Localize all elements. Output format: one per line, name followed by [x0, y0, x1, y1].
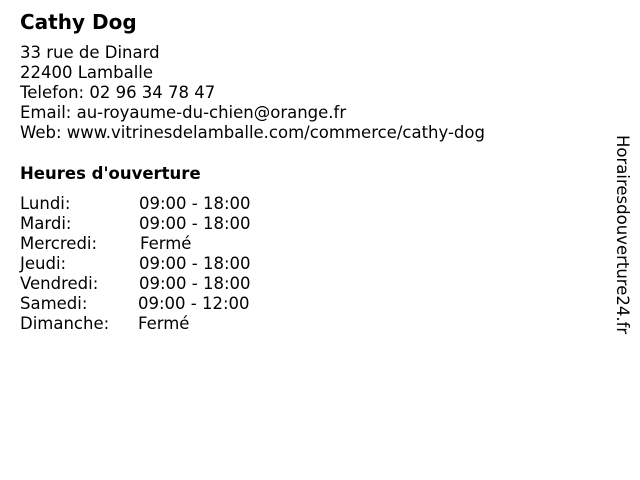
site-watermark: Horairesdouverture24.fr: [613, 135, 632, 335]
email-address[interactable]: Email: au-royaume-du-chien@orange.fr: [20, 103, 347, 122]
day-label: Mercredi:: [20, 234, 98, 253]
day-label: Jeudi:: [20, 254, 67, 273]
city-postcode: 22400 Lamballe: [20, 63, 154, 82]
opening-hours-heading: Heures d'ouverture: [20, 164, 201, 183]
day-label: Mardi:: [20, 214, 72, 233]
contact-block: [20, 43, 485, 143]
day-hours: 09:00 - 18:00: [139, 254, 251, 273]
day-hours: 09:00 - 12:00: [138, 294, 250, 313]
day-hours: 09:00 - 18:00: [139, 194, 251, 213]
website-link[interactable]: Web: www.vitrinesdelamballe.com/commerce/cathy-dog: [20, 123, 485, 142]
day-label: Dimanche:: [20, 314, 110, 333]
street-address: 33 rue de Dinard: [20, 43, 160, 62]
business-name: Cathy Dog: [20, 10, 137, 34]
day-hours: Fermé: [140, 234, 192, 253]
day-label: Samedi:: [20, 294, 88, 313]
day-hours: 09:00 - 18:00: [139, 274, 251, 293]
phone-number[interactable]: Telefon: 02 96 34 78 47: [20, 83, 216, 102]
day-hours: Fermé: [138, 314, 190, 333]
day-hours: 09:00 - 18:00: [139, 214, 251, 233]
day-label: Lundi:: [20, 194, 71, 213]
day-label: Vendredi:: [20, 274, 99, 293]
